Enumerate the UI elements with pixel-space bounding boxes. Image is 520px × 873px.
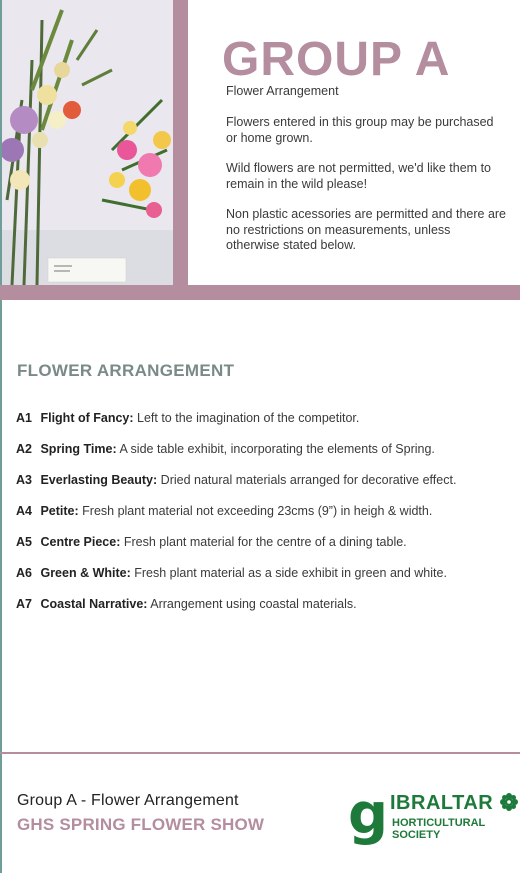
class-name: Everlasting Beauty: bbox=[40, 473, 158, 487]
header-accent-bar-horizontal bbox=[0, 285, 520, 300]
intro-accessories-note: Non plastic acessories are permitted and there are no restrictions on measurements, unless otherwise stated below. bbox=[226, 207, 507, 252]
group-subtitle: Flower Arrangement bbox=[226, 84, 339, 98]
gibraltar-horticultural-society-logo bbox=[348, 782, 520, 847]
class-description: A side table exhibit, incorporating the elements of Spring. bbox=[119, 442, 435, 456]
class-item-a2 bbox=[16, 442, 516, 473]
class-name: Spring Time: bbox=[40, 442, 117, 456]
class-item-a5 bbox=[16, 535, 516, 566]
flower-photo-illustration bbox=[2, 0, 173, 285]
class-item-a1 bbox=[16, 411, 516, 442]
class-code: A2 bbox=[16, 442, 32, 456]
class-description: Dried natural materials arranged for decorative effect. bbox=[160, 473, 457, 487]
logo-line-horticultural: HORTICULTURAL bbox=[392, 817, 486, 829]
class-name: Coastal Narrative: bbox=[40, 597, 148, 611]
class-description: Fresh plant material not exceeding 23cms (9”) in heigh & width. bbox=[82, 504, 433, 518]
class-code: A6 bbox=[16, 566, 32, 580]
footer-show-name: GHS SPRING FLOWER SHOW bbox=[17, 815, 265, 834]
class-name: Flight of Fancy: bbox=[40, 411, 134, 425]
class-item-a3 bbox=[16, 473, 516, 504]
logo-letter-g: g bbox=[348, 782, 389, 847]
section-title: FLOWER ARRANGEMENT bbox=[17, 361, 235, 380]
intro-purchase-note: Flowers entered in this group may be purchased or home grown. bbox=[226, 115, 494, 145]
footer-group-label: Group A - Flower Arrangement bbox=[17, 792, 239, 809]
class-item-a7 bbox=[16, 597, 516, 628]
header bbox=[0, 0, 520, 300]
footer-divider bbox=[0, 752, 520, 754]
class-description: Left to the imagination of the competitor. bbox=[137, 411, 360, 425]
logo-wordmark: IBRALTAR bbox=[390, 792, 494, 814]
class-description: Arrangement using coastal materials. bbox=[150, 597, 357, 611]
flower-icon bbox=[498, 792, 520, 832]
flower-arrangement-photo bbox=[2, 0, 173, 285]
class-code: A7 bbox=[16, 597, 32, 611]
class-name: Green & White: bbox=[40, 566, 131, 580]
logo-line-society: SOCIETY bbox=[392, 829, 441, 841]
class-item-a6 bbox=[16, 566, 516, 597]
class-item-a4 bbox=[16, 504, 516, 535]
class-name: Petite: bbox=[40, 504, 79, 518]
class-code: A4 bbox=[16, 504, 32, 518]
class-list bbox=[16, 411, 516, 628]
class-code: A3 bbox=[16, 473, 32, 487]
intro-wild-flowers-note: Wild flowers are not permitted, we'd like them to remain in the wild please! bbox=[226, 161, 491, 191]
class-description: Fresh plant material as a side exhibit in green and white. bbox=[134, 566, 447, 580]
class-code: A1 bbox=[16, 411, 32, 425]
class-name: Centre Piece: bbox=[40, 535, 121, 549]
class-code: A5 bbox=[16, 535, 32, 549]
header-accent-bar-vertical bbox=[173, 0, 188, 300]
class-description: Fresh plant material for the centre of a dining table. bbox=[123, 535, 407, 549]
group-title: GROUP A bbox=[222, 33, 451, 86]
